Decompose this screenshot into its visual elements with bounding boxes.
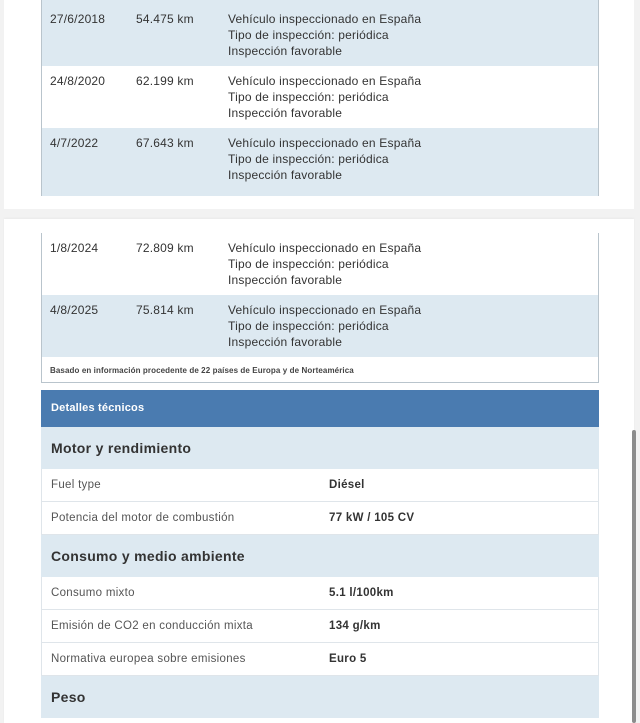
spec-value: Diésel [329,479,365,491]
technical-details-header: Detalles técnicos [41,390,599,427]
spec-label: Potencia del motor de combustión [51,512,235,524]
inspection-date: 4/7/2022 [50,136,99,150]
spec-label: Normativa europea sobre emisiones [51,653,246,665]
inspection-details [228,11,598,66]
spec-value: 134 g/km [329,620,381,632]
source-note: Basado en información procedente de 22 países de Europa y de Norteamérica [50,366,354,375]
inspection-result: Inspección favorable [228,335,343,350]
spec-label: Consumo mixto [51,587,135,599]
inspection-type: Tipo de inspección: periódica [228,319,389,334]
inspection-type: Tipo de inspección: periódica [228,257,389,272]
spec-row [41,610,599,643]
inspection-table-bottom [41,233,599,383]
inspection-details [228,73,598,128]
spec-value: Euro 5 [329,653,367,665]
inspection-mileage: 75.814 km [136,303,194,317]
spec-value: 77 kW / 105 CV [329,512,415,524]
inspection-card-bottom [4,219,634,723]
spec-value: 5.1 l/100km [329,587,394,599]
inspection-result: Inspección favorable [228,273,343,288]
inspection-type: Tipo de inspección: periódica [228,90,389,105]
technical-details [41,390,599,718]
inspection-result: Inspección favorable [228,44,343,59]
section-title-engine: Motor y rendimiento [41,427,599,469]
inspection-date: 24/8/2020 [50,74,106,88]
table-row [42,128,598,190]
table-row [42,295,598,357]
spec-label: Emisión de CO2 en conducción mixta [51,620,253,632]
inspection-date: 1/8/2024 [50,241,99,255]
table-row-spacer [42,190,598,196]
spec-label: Fuel type [51,479,102,491]
inspection-details [228,302,598,357]
inspection-date: 4/8/2025 [50,303,99,317]
inspection-details [228,135,598,190]
inspection-country: Vehículo inspeccionado en España [228,12,422,26]
page-scrollbar[interactable] [632,430,636,723]
section-title-weight: Peso [41,676,599,718]
inspection-details [228,240,598,295]
inspection-country: Vehículo inspeccionado en España [228,74,422,88]
section-title-consumption: Consumo y medio ambiente [41,535,599,577]
inspection-card-top [4,0,634,209]
spec-row [41,502,599,535]
inspection-mileage: 54.475 km [136,12,194,26]
inspection-mileage: 72.809 km [136,241,194,255]
inspection-date: 27/6/2018 [50,12,106,26]
table-row [42,66,598,128]
inspection-country: Vehículo inspeccionado en España [228,241,422,255]
table-row [42,233,598,295]
inspection-mileage: 62.199 km [136,74,194,88]
inspection-mileage: 67.643 km [136,136,194,150]
inspection-country: Vehículo inspeccionado en España [228,303,422,317]
inspection-result: Inspección favorable [228,168,343,183]
inspection-result: Inspección favorable [228,106,343,121]
spec-row [41,577,599,610]
inspection-country: Vehículo inspeccionado en España [228,136,422,150]
inspection-table-top [41,0,599,196]
spec-row [41,643,599,676]
inspection-type: Tipo de inspección: periódica [228,152,389,167]
inspection-type: Tipo de inspección: periódica [228,28,389,43]
spec-row [41,469,599,502]
table-row [42,0,598,66]
